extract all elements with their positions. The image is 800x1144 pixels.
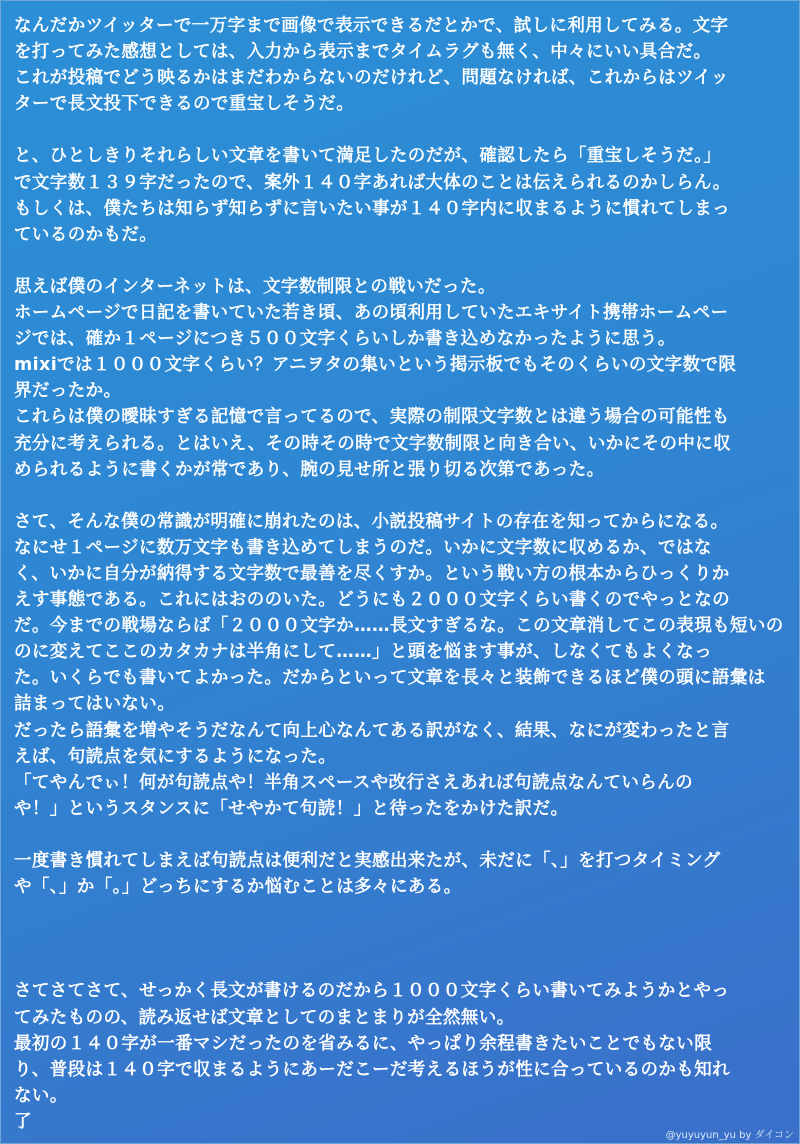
text-line: なんだかツイッターで一万字まで画像で表示できるだとかで、試しに利用してみる。文字 [14, 16, 729, 36]
blank-line [14, 952, 786, 978]
text-line: 了 [14, 1111, 32, 1132]
text-line: ジでは、確か１ページにつき５００文字くらいしか書き込めなかったように思う。 [14, 329, 676, 350]
blank-line [14, 926, 786, 952]
text-line: もしくは、僕たちは知らず知らずに言いたい事が１４０字内に収まるように慣れてしまっ [14, 198, 730, 219]
text-line: てみたものの、読み返せば文章としてのまとまりが全然無い。 [14, 1007, 515, 1028]
text-line: 詰まってはいない。 [14, 694, 176, 715]
blank-line [14, 822, 786, 848]
credit-watermark: @yuyuyun_yu by ダイコン [665, 1130, 794, 1141]
text-line: く、いかに自分が納得する文字数で最善を尽くすか。という戦い方の根本からひっくりか [14, 563, 730, 584]
text-line: 一度書き慣れてしまえば句読点は便利だと実感出来たが、未だに「、」を打つタイミング [14, 851, 721, 871]
text-line: これが投稿でどう映るかはまだわからないのだけれど、問題なければ、これからはツイッ [14, 68, 729, 89]
blank-line [14, 483, 786, 509]
text-line: ターで長文投下できるので重宝しそうだ。 [14, 94, 355, 115]
text-line: と、ひとしきりそれらしい文章を書いて満足したのだが、確認したら「重宝しそうだ。」 [14, 146, 722, 167]
text-line: これらは僕の曖昧すぎる記憶で言ってるので、実際の制限文字数とは違う場合の可能性も [14, 407, 730, 428]
long-text-body [14, 13, 786, 1135]
text-line: ているのかもだ。 [14, 224, 158, 245]
text-line: 「てやんでぃ！何が句読点や！半角スペースや改行さえあれば句読点なんていらんの [14, 772, 693, 793]
text-line: ない。 [14, 1085, 68, 1106]
text-line: さて、そんな僕の常識が明確に崩れたのは、小説投稿サイトの存在を知ってからになる。 [14, 511, 729, 532]
text-line: 界だったか。 [14, 381, 122, 402]
text-line: や！」というスタンスに「せやかて句読！」と待ったをかけた訳だ。 [14, 798, 569, 819]
blank-line [14, 900, 786, 926]
blank-line [14, 117, 786, 143]
text-line: だ。今までの戦場ならば「２０００文字か……長文すぎるな。この文章消してこの表現も短いの [14, 616, 784, 637]
text-line: 充分に考えられる。とはいえ、その時その時で文字数制限と向き合い、いかにその中に収 [14, 433, 732, 454]
text-line: た。いくらでも書いてよかった。だからといって文章を長々と装飾できるほど僕の頭に語彙は [14, 668, 766, 689]
text-line: さてさてさて、せっかく長文が書けるのだから１０００文字くらい書いてみようかとやっ [14, 981, 730, 1002]
text-line: り、普段は１４０字で収まるようにあーだこーだ考えるほうが性に合っているのかも知れ [14, 1059, 730, 1080]
text-line: えば、句読点を気にするようになった。 [14, 746, 337, 767]
text-line: や「、」か「。」どっちにするか悩むことは多々にある。 [14, 877, 462, 898]
text-line: のに変えてここのカタカナは半角にして……」と頭を悩ます事が、しなくてもよくなっ [14, 642, 713, 663]
text-line: なにせ１ページに数万文字も書き込めてしまうのだ。いかに文字数に収めるか、ではな [14, 537, 712, 558]
text-line: を打ってみた感想としては、入力から表示までタイムラグも無く、中々にいい具合だ。 [14, 42, 712, 63]
text-line: 思えば僕のインターネットは、文字数制限との戦いだった。 [14, 276, 496, 297]
text-line: えす事態である。これにはおののいた。どうにも２０００文字くらい書くのでやっとなの [14, 590, 730, 611]
text-line: められるように書くかが常であり、腕の見せ所と張り切る次第であった。 [14, 459, 605, 480]
text-line: ホームページで日記を書いていた若き頃、あの頃利用していたエキサイト携帯ホームペー [14, 303, 729, 324]
blank-line [14, 248, 786, 274]
text-line: で文字数１３９字だったので、案外１４０字あれば大体のことは伝えられるのかしらん。 [14, 172, 731, 193]
text-line: mixiでは１０００文字くらい？アニヲタの集いという掲示板でもそのくらいの文字数で限 [14, 355, 737, 376]
text-line: 最初の１４０字が一番マシだったのを省みるに、やっぱり余程書きたいことでもない限 [14, 1033, 713, 1054]
text-line: だったら語彙を増やそうだなんて向上心なんてある訳がなく、結果、なにが変わったと言 [14, 720, 730, 741]
